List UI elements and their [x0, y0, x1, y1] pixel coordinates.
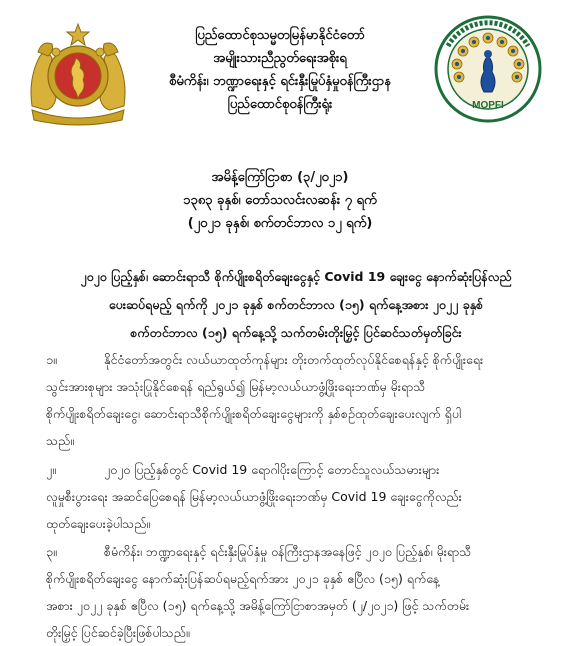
- paragraph-line: ၂၀၂၀ ပြည့်နှစ်တွင် Covid 19 ရောဂါပိုးကြောင့် တောင်သူလယ်သမားများ: [104, 462, 440, 477]
- paragraph-line: တိုးမြှင့် ပြင်ဆင်ခဲ့ပြီးဖြစ်ပါသည်။: [46, 625, 190, 640]
- state-seal-emblem: [26, 18, 130, 126]
- paragraph-line: သည်။: [46, 433, 74, 448]
- order-title: အမိန့်ကြော်ငြာစာ (၃/၂၀၂၁): [211, 170, 349, 185]
- paragraph-line: သွင်းအားစုများ အသုံးပြုနိုင်စေရန် ရည်ရွယ်၍ မြန်မာ့လယ်ယာဖွံ့ဖြိုးရေးဘဏ်မှ မိုးရာသီ: [46, 379, 426, 394]
- header-line-government: အမျိုးသားညီညွတ်ရေးအစိုးရ: [213, 51, 347, 66]
- subject-line: ပေးဆပ်ရမည့် ရက်ကို ၂၀၂၁ ခုနှစ် စက်တင်ဘာလ (၁၅) ရက်နေ့အစား ၂၀၂၂ ခုနှစ်: [108, 297, 484, 312]
- header-line-office: ပြည်ထောင်စုဝန်ကြီးရုံး: [227, 97, 333, 112]
- header-line-ministry: စီမံကိန်း၊ ဘဏ္ဍာရေးနှင့် ရင်းနှီးမြုပ်နှံမှုဝန်ကြီးဌာန: [169, 74, 391, 89]
- ministry-header: [132, 24, 428, 116]
- paragraph-2: [46, 456, 546, 537]
- paragraph-line: လူမှုစီးပွားရေး အဆင်ပြေစေရန် မြန်မာ့လယ်ယာဖွံ့ဖြိုးရေးဘဏ်မှ Covid 19 ချေးငွေကိုလည်း: [46, 489, 462, 504]
- order-date-myanmar: ၁၃၈၃ ခုနှစ်၊ တော်သလင်းလဆန်း ၇ ရက်: [183, 193, 377, 208]
- paragraph-number: ၃။: [46, 544, 57, 559]
- paragraph-3: [46, 538, 546, 646]
- header-line-country: ပြည်ထောင်စုသမ္မတမြန်မာနိုင်ငံတော်: [195, 28, 365, 43]
- paragraph-line: စိုက်ပျိုးစရိတ်ချေးငွေ၊ ဆောင်းရာသီစိုက်ပျိုးစရိတ်ချေးငွေများကို နှစ်စဉ်ထုတ်ချေးပေးလျက် ရှိပါ: [46, 406, 462, 421]
- paragraph-line: အစား ၂၀၂၂ ခုနှစ် ဧပြီလ (၁၅) ရက်နေ့သို့ အမိန့်ကြော်ငြာစာအမှတ် (၂/၂၀၂၁) ဖြင့် သက်တမ်း: [46, 598, 470, 613]
- paragraph-number: ၂။: [46, 462, 56, 477]
- mopfi-logo-text: MOPFI: [472, 100, 504, 111]
- mopfi-logo: [428, 12, 548, 126]
- order-heading: [132, 166, 428, 235]
- paragraph-number: ၁။: [46, 352, 57, 367]
- paragraph-line: စိုက်ပျိုးစရိတ်ချေးငွေ နောက်ဆုံးပြန်ဆပ်ရမည့်ရက်အား ၂၀၂၁ ခုနှစ် ဧပြီလ (၁၅) ရက်နေ့: [46, 571, 440, 586]
- order-subject: [46, 263, 546, 347]
- paragraph-1: [46, 346, 546, 454]
- subject-line: စက်တင်ဘာလ (၁၅) ရက်နေ့သို့ သက်တမ်းတိုးမြှင့် ပြင်ဆင်သတ်မှတ်ခြင်း: [130, 325, 462, 340]
- subject-line: ၂၀၂၀ ပြည့်နှစ်၊ ဆောင်းရာသီ စိုက်ပျိုးစရိတ်ချေးငွေနှင့် Covid 19 ချေးငွေ နောက်ဆုံးပြန်လည်: [80, 269, 512, 284]
- paragraph-line: နိုင်ငံတော်အတွင်း လယ်ယာထုတ်ကုန်များ တိုးတက်ထုတ်လုပ်နိုင်စေရန်နှင့် စိုက်ပျိုးရေး: [104, 352, 484, 367]
- order-date-gregorian: (၂၀၂၁ ခုနှစ်၊ စက်တင်ဘာလ ၁၂ ရက်): [187, 216, 373, 231]
- paragraph-line: ထုတ်ချေးပေးခဲ့ပါသည်။: [46, 516, 151, 531]
- paragraph-line: စီမံကိန်း၊ ဘဏ္ဍာရေးနှင့် ရင်းနှီးမြုပ်နှံမှု ဝန်ကြီးဌာနအနေဖြင့် ၂၀၂၀ ပြည့်နှစ်၊ မိုးရာသီ: [104, 544, 472, 559]
